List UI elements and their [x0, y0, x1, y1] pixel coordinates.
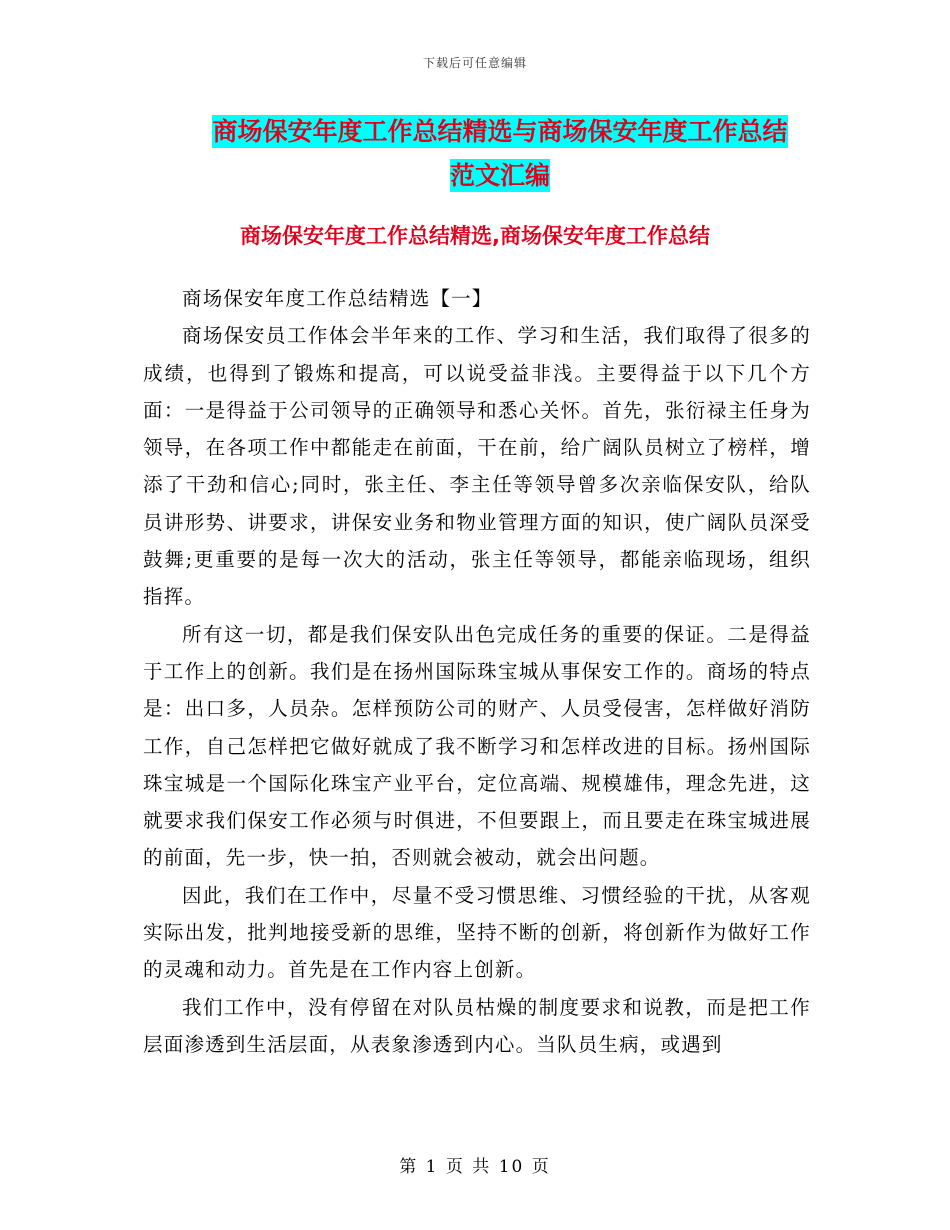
- body-paragraph: 所有这一切，都是我们保安队出色完成任务的重要的保证。二是得益于工作上的创新。我们是在扬州国际珠宝城从事保安工作的。商场的特点是：出口多，人员杂。怎样预防公司的财产、人员受侵害，怎样做好消防工作，自己怎样把它做好就成了我不断学习和怎样改进的目标。扬州国际珠宝城是一个国际化珠宝产业平台，定位高端、规模雄伟，理念先进，这就要求我们保安工作必须与时俱进，不但要跟上，而且要走在珠宝城进展的前面，先一步，快一拍，否则就会被动，就会出问题。: [143, 622, 811, 870]
- document-body: [143, 280, 811, 1063]
- body-paragraph: 商场保安员工作体会半年来的工作、学习和生活，我们取得了很多的成绩，也得到了锻炼和提高，可以说受益非浅。主要得益于以下几个方面：一是得益于公司领导的正确领导和悉心关怀。首先，张衍禄主任身为领导，在各项工作中都能走在前面，干在前，给广阔队员树立了榜样，增添了干劲和信心;同时，张主任、李主任等领导曾多次亲临保安队，给队员讲形势、讲要求，讲保安业务和物业管理方面的知识，使广阔队员深受鼓舞;更重要的是每一次大的活动，张主任等领导，都能亲临现场，组织指挥。: [143, 324, 811, 609]
- document-title-line-1: 商场保安年度工作总结精选与商场保安年度工作总结: [212, 117, 788, 146]
- page-header-note: 下载后可任意编辑: [422, 56, 527, 70]
- section-heading: 商场保安年度工作总结精选【一】: [182, 287, 493, 310]
- body-paragraph: 我们工作中，没有停留在对队员枯燥的制度要求和说教，而是把工作层面渗透到生活层面，从表象渗透到内心。当队员生病，或遇到: [143, 995, 811, 1056]
- document-title: [190, 110, 810, 198]
- document-title-line-2: 范文汇编: [449, 161, 550, 190]
- page-number-footer: 第 1 页 共 10 页: [399, 1157, 551, 1177]
- document-subtitle: 商场保安年度工作总结精选,商场保安年度工作总结: [240, 224, 710, 248]
- body-paragraph: 因此，我们在工作中，尽量不受习惯思维、习惯经验的干扰，从客观实际出发，批判地接受新的思维，坚持不断的创新，将创新作为做好工作的灵魂和动力。首先是在工作内容上创新。: [143, 883, 811, 982]
